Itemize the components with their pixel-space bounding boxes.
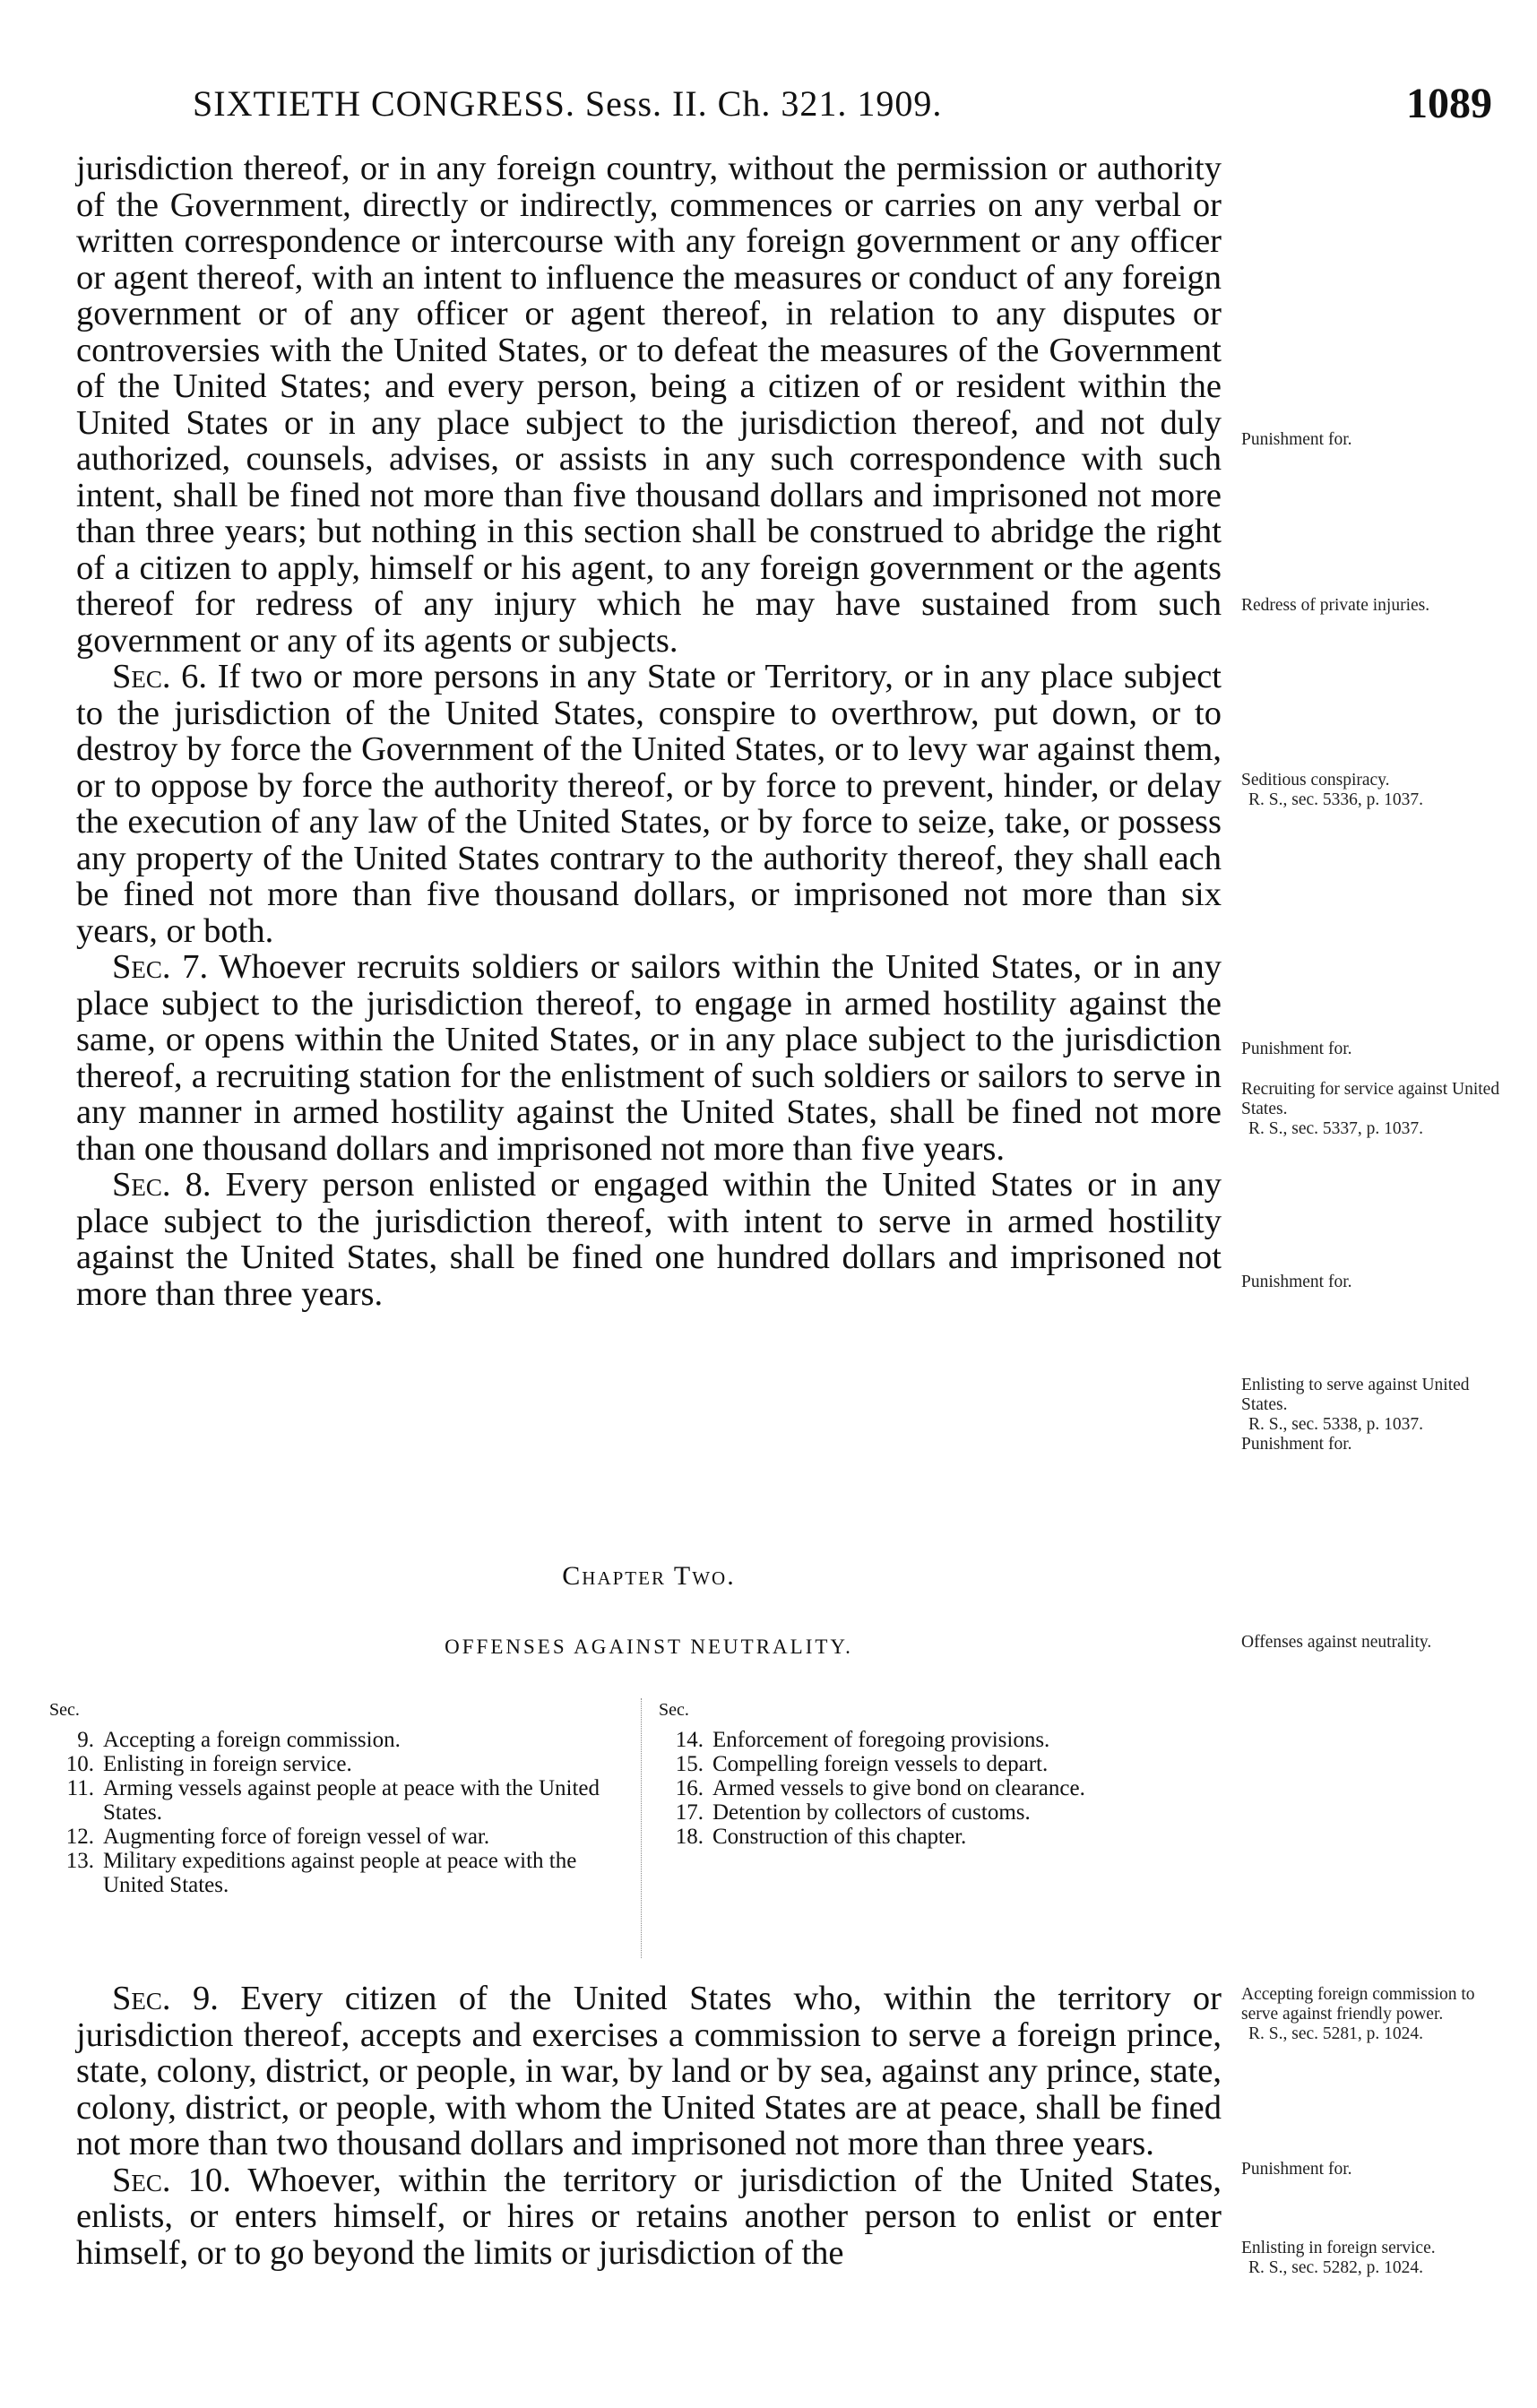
contents-entry: 10. Enlisting in foreign service. bbox=[65, 1752, 352, 1776]
section-text: Every citizen of the United States who, within the territory or jurisdiction thereof, accepts and exercises a commission to serve a foreign prince, state, colony, district, or people, in war, by land or by sea, against any prince, state, colony, district, or people, with whom the United States are at peace, shall be fined not more than two thousand dollars and imprisoned not more than three years. bbox=[76, 1980, 1222, 2162]
page-header bbox=[76, 82, 1492, 136]
contents-entry: 9. Accepting a foreign commission. bbox=[77, 1728, 401, 1752]
section-text: Every person enlisted or engaged within the United States or in any place subject to the jurisdiction thereof, with intent to serve in armed hostility against the United States, shall be fined one hundred dollars and imprisoned not more than three years. bbox=[76, 1166, 1222, 1313]
contents-entry: 13. Military expeditions against people at peace with the United States. bbox=[65, 1849, 577, 1897]
section-8 bbox=[76, 1167, 1222, 1312]
margin-note-punishment: Punishment for. bbox=[1241, 430, 1352, 449]
section-label: Sec. 9. bbox=[112, 1980, 219, 2017]
body-text-upper bbox=[76, 151, 1222, 1312]
page-number: 1089 bbox=[1406, 80, 1492, 127]
contents-entry: 15. Compelling foreign vessels to depart. bbox=[675, 1752, 1049, 1776]
section-label: Sec. 7. bbox=[112, 948, 209, 986]
section-6 bbox=[76, 659, 1222, 949]
section-9 bbox=[76, 1981, 1222, 2162]
section-label: Sec. 6. bbox=[112, 658, 208, 695]
contents-entry: 17. Detention by collectors of customs. bbox=[675, 1800, 1031, 1825]
margin-note-recruiting: Recruiting for service against United States. R. S., sec. 5337, p. 1037. bbox=[1241, 1080, 1500, 1138]
margin-note-punishment: Punishment for. bbox=[1241, 1040, 1352, 1058]
contents-entry: 11. Arming vessels against people at peace with the United States. bbox=[66, 1776, 600, 1825]
section-7 bbox=[76, 949, 1222, 1167]
section-text: Whoever recruits soldiers or sailors within the United States, or in any place subject to the jurisdiction thereof, to engage in armed hostility against the same, or opens within the United States, or in any place subject to the jurisdiction thereof, a recruiting station for the enlistment of such soldiers or sailors to serve in any manner in armed hostility against the United States, shall be fined not more than one thousand dollars and imprisoned not more than five years. bbox=[76, 948, 1222, 1168]
contents-divider bbox=[641, 1698, 642, 1958]
contents-head: Sec. bbox=[49, 1700, 80, 1720]
margin-note-punishment: Punishment for. bbox=[1241, 1273, 1352, 1291]
margin-note-redress: Redress of private injuries. bbox=[1241, 596, 1430, 615]
margin-note-enlisting-foreign-service: Enlisting in foreign service. R. S., sec. 5282, p. 1024. bbox=[1241, 2239, 1436, 2277]
continuation-paragraph: jurisdiction thereof, or in any foreign country, without the permission or authority of the Government, directly or indirectly, commences or carries on any verbal or written correspondence or intercourse with any foreign government or any officer or agent thereof, with an intent to influence the measures or conduct of any foreign government or of any officer or agent thereof, in relation to any disputes or controversies with the United States, or to defeat the measures of the Government of the United States; and every person, being a citizen of or resident within the United States or in any place subject to the jurisdiction thereof, and not duly authorized, counsels, advises, or assists in any such correspondence with such intent, shall be fined not more than five thousand dollars and imprisoned not more than three years; but nothing in this section shall be construed to abridge the right of a citizen to apply, himself or his agent, to any foreign government or the agents thereof for redress of any injury which he may have sustained from such government or any of its agents or subjects. bbox=[76, 150, 1222, 660]
margin-note-enlisting-against-us: Enlisting to serve against United States. R. S., sec. 5338, p. 1037. Punishment for. bbox=[1241, 1376, 1470, 1454]
contents-entry: 16. Armed vessels to give bond on clearance. bbox=[675, 1776, 1085, 1800]
chapter-subtitle: OFFENSES AGAINST NEUTRALITY. bbox=[445, 1636, 853, 1658]
body-text-lower bbox=[76, 1981, 1222, 2271]
margin-note-seditious-conspiracy: Seditious conspiracy. R. S., sec. 5336, p. 1037. bbox=[1241, 771, 1423, 809]
contents-column-left bbox=[49, 1698, 632, 1897]
contents-entry: 14. Enforcement of foregoing provisions. bbox=[675, 1728, 1050, 1752]
section-label: Sec. 8. bbox=[112, 1166, 212, 1204]
section-text: Whoever, within the territory or jurisdiction of the United States, enlists, or enters himself, or hires or retains another person to enlist or enter himself, or to go beyond the limits or jurisdiction of the bbox=[76, 2161, 1222, 2272]
contents-entry: 12. Augmenting force of foreign vessel of war. bbox=[65, 1825, 490, 1849]
margin-note-accepting-commission: Accepting foreign commission to serve against friendly power. R. S., sec. 5281, p. 1024. bbox=[1241, 1985, 1475, 2043]
section-label: Sec. 10. bbox=[112, 2161, 231, 2199]
contents-entry: 18. Construction of this chapter. bbox=[675, 1825, 967, 1849]
section-10 bbox=[76, 2162, 1222, 2272]
contents-column-right bbox=[659, 1698, 1223, 1849]
margin-note-punishment: Punishment for. bbox=[1241, 2160, 1352, 2179]
chapter-title: Chapter Two. bbox=[562, 1561, 736, 1591]
contents-head: Sec. bbox=[659, 1700, 689, 1720]
running-head: SIXTIETH CONGRESS. Sess. II. Ch. 321. 1909. bbox=[193, 83, 943, 124]
margin-note-offenses-neutrality: Offenses against neutrality. bbox=[1241, 1633, 1432, 1652]
section-text: If two or more persons in any State or Territory, or in any place subject to the jurisdiction of the United States, conspire to overthrow, put down, or to destroy by force the Government of the United States, or to levy war against them, or to oppose by force the authority thereof, or by force to prevent, hinder, or delay the execution of any law of the United States, or by force to seize, take, or possess any property of the United States contrary to the authority thereof, they shall each be fined not more than five thousand dollars, or imprisoned not more than six years, or both. bbox=[76, 658, 1222, 950]
